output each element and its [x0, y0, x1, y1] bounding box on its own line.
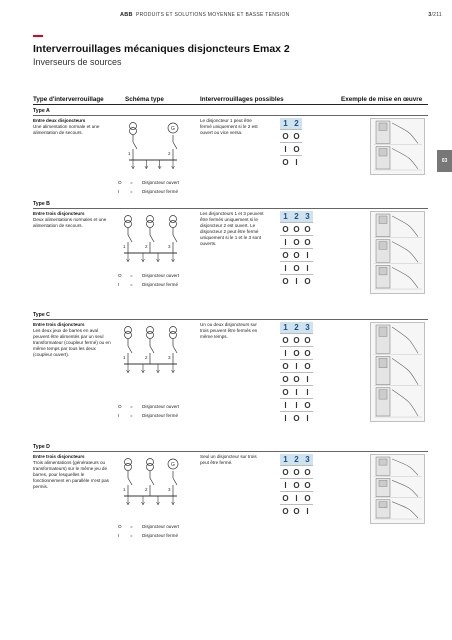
legend-text: Disjoncteur fermé: [142, 533, 178, 538]
section-description: [33, 454, 111, 490]
matrix-cell: O: [282, 374, 289, 384]
legend: [118, 178, 179, 196]
interlock-matrix: [280, 118, 302, 168]
breaker-panel: [379, 327, 387, 336]
generator-label: G: [171, 462, 175, 468]
breaker-number: 2: [145, 355, 148, 360]
breaker-number: 1: [128, 151, 131, 156]
matrix-row: [280, 235, 313, 248]
legend-open: [118, 178, 179, 187]
matrix-cell: I: [284, 237, 287, 247]
legend-text: Disjoncteur ouvert: [142, 273, 180, 278]
matrix-cell: O: [282, 335, 289, 345]
page-header: [0, 10, 452, 24]
matrix-row: [280, 142, 302, 155]
matrix-cell: O: [293, 413, 300, 423]
transformer-symbol: [147, 332, 154, 339]
legend-key: I: [118, 413, 120, 418]
breaker-panel: [379, 216, 387, 224]
legend: [118, 402, 179, 420]
example-illustration: [370, 211, 425, 294]
matrix-cell: O: [304, 467, 311, 477]
matrix-cell: O: [293, 237, 300, 247]
interlock-note: Le disjoncteur 1 peut être fermé uniquement si le 2 est ouvert ou vice versa.: [200, 118, 258, 135]
example-illustration: [370, 322, 425, 422]
matrix-row: [280, 398, 313, 411]
single-line-schema: [118, 118, 198, 173]
matrix-row: [280, 465, 313, 478]
matrix-row: [280, 261, 313, 274]
matrix-header-cell: 2: [294, 119, 299, 128]
matrix-cell: O: [293, 335, 300, 345]
matrix-header-row: [280, 454, 313, 465]
section-type-label: Type B: [33, 201, 50, 207]
matrix-header-cell: 2: [294, 212, 299, 221]
matrix-cell: I: [306, 374, 309, 384]
matrix-cell: O: [304, 400, 311, 410]
matrix-cell: O: [304, 493, 311, 503]
matrix-row: [280, 478, 313, 491]
breaker-switch: [173, 142, 177, 149]
matrix-cell: I: [306, 263, 309, 273]
section-rule: [33, 319, 428, 320]
breaker-switch: [133, 142, 137, 149]
breaker-panel: [379, 358, 387, 367]
legend-eq: =: [130, 282, 133, 287]
breaker-number: 1: [123, 487, 126, 492]
legend-eq: =: [130, 273, 133, 278]
legend-open: [118, 271, 179, 280]
matrix-cell: O: [293, 506, 300, 516]
example-illustration: [370, 118, 425, 175]
section-type-c: [0, 310, 452, 440]
matrix-header-row: [280, 322, 313, 333]
transformer-symbol: [147, 221, 154, 228]
transformer-symbol: [125, 464, 132, 471]
matrix-header-cell: 1: [283, 212, 288, 221]
breaker-panel: [379, 149, 387, 157]
column-header-example: Exemple de mise en œuvre: [341, 96, 423, 103]
matrix-cell: I: [284, 480, 287, 490]
matrix-header-cell: 3: [305, 455, 310, 464]
section-type-label: Type A: [33, 108, 50, 114]
breaker-switch: [128, 478, 132, 485]
description-text: Trois alimentations (générateurs ou transformateurs) sur le même jeu de barres, pour lesquelles le fonctionnement en parallèle n'est pas permis.: [33, 460, 109, 489]
matrix-cell: I: [306, 506, 309, 516]
matrix-cell: O: [293, 480, 300, 490]
section-type-b: [0, 199, 452, 309]
matrix-cell: I: [295, 361, 298, 371]
breaker-panel: [379, 267, 387, 275]
legend-closed: [118, 187, 179, 196]
matrix-header-cell: 2: [294, 323, 299, 332]
matrix-row: [280, 274, 313, 287]
legend-eq: =: [130, 413, 133, 418]
matrix-row: [280, 129, 302, 142]
description-title: Entre trois disjoncteurs: [33, 211, 85, 216]
legend-eq: =: [130, 180, 133, 185]
matrix-cell: I: [306, 387, 309, 397]
legend-text: Disjoncteur fermé: [142, 413, 178, 418]
legend-open: [118, 402, 179, 411]
matrix-row: [280, 411, 313, 424]
page-subtitle: Inverseurs de sources: [33, 57, 122, 67]
legend: [118, 271, 179, 289]
transformer-symbol: [170, 221, 177, 228]
matrix-row: [280, 504, 313, 517]
breaker-panel: [379, 390, 387, 399]
column-header-schema: Schéma type: [125, 96, 164, 103]
matrix-header-cell: 2: [294, 455, 299, 464]
section-type-label: Type C: [33, 312, 50, 318]
breaker-switch: [173, 235, 177, 242]
matrix-cell: O: [282, 506, 289, 516]
breaker-switch: [173, 478, 177, 485]
matrix-cell: I: [284, 348, 287, 358]
matrix-cell: I: [295, 493, 298, 503]
legend-closed: [118, 411, 179, 420]
breaker-number: 2: [145, 487, 148, 492]
matrix-cell: O: [293, 263, 300, 273]
breaker-panel: [379, 502, 387, 508]
legend-eq: =: [130, 189, 133, 194]
legend-key: O: [118, 180, 122, 185]
description-text: Une alimentation normale et une alimentation de secours.: [33, 124, 100, 135]
matrix-cell: O: [282, 467, 289, 477]
legend-closed: [118, 280, 179, 289]
matrix-header-cell: 1: [283, 455, 288, 464]
breaker-number: 3: [168, 487, 171, 492]
breaker-switch: [150, 346, 154, 353]
legend-key: I: [118, 533, 120, 538]
legend-eq: =: [130, 524, 133, 529]
single-line-schema: [118, 211, 198, 266]
section-description: [33, 322, 111, 358]
matrix-cell: O: [282, 131, 289, 141]
matrix-header-row: [280, 118, 302, 129]
column-header-interlocks: Interverrouillages possibles: [200, 96, 284, 103]
description-text: Les deux jeux de barres en aval peuvent être alimentés par un seul transformateur (coupleur fermé) ou en même temps par tous les deux (coupleur ouvert).: [33, 328, 111, 357]
legend: [118, 522, 179, 540]
page-title: Interverrouillages mécaniques disjoncteurs Emax 2: [33, 43, 290, 55]
matrix-cell: I: [295, 157, 298, 167]
matrix-cell: I: [295, 400, 298, 410]
matrix-row: [280, 385, 313, 398]
page-number: 3/211: [428, 12, 442, 18]
matrix-cell: O: [293, 131, 300, 141]
description-title: Entre trois disjoncteurs: [33, 454, 85, 459]
breaker-number: 3: [168, 355, 171, 360]
legend-closed: [118, 531, 179, 540]
section-description: [33, 211, 111, 229]
generator-label: G: [171, 126, 175, 132]
section-type-a: [0, 106, 452, 196]
interlock-matrix: [280, 322, 313, 424]
matrix-cell: I: [306, 413, 309, 423]
matrix-cell: I: [295, 276, 298, 286]
section-rule: [33, 451, 428, 452]
matrix-row: [280, 359, 313, 372]
header-rule: [33, 104, 428, 105]
matrix-cell: O: [304, 335, 311, 345]
matrix-cell: I: [284, 144, 287, 154]
matrix-cell: O: [304, 348, 311, 358]
section-rule: [33, 115, 428, 116]
matrix-cell: O: [293, 224, 300, 234]
breaker-switch: [128, 346, 132, 353]
matrix-row: [280, 346, 313, 359]
matrix-cell: O: [304, 224, 311, 234]
brand-logo: ABB: [120, 12, 133, 18]
interlock-note: Un ou deux disjoncteurs sur trois peuvent être fermés en même temps.: [200, 322, 258, 339]
legend-eq: =: [130, 404, 133, 409]
breaker-number: 2: [145, 244, 148, 249]
accent-bar: [33, 35, 43, 37]
matrix-header-cell: 3: [305, 323, 310, 332]
breaker-switch: [173, 346, 177, 353]
description-text: Deux alimentations normales et une alimentation de secours.: [33, 217, 107, 228]
matrix-cell: O: [304, 480, 311, 490]
description-title: Entre trois disjoncteurs: [33, 322, 85, 327]
legend-text: Disjoncteur fermé: [142, 189, 178, 194]
transformer-symbol: [125, 332, 132, 339]
matrix-cell: O: [304, 237, 311, 247]
matrix-cell: O: [293, 348, 300, 358]
example-illustration: [370, 454, 425, 524]
legend-text: Disjoncteur ouvert: [142, 404, 180, 409]
breaker-number: 1: [123, 355, 126, 360]
breaker-panel: [379, 480, 387, 486]
transformer-symbol: [147, 464, 154, 471]
matrix-cell: I: [295, 387, 298, 397]
interlock-note: Seul un disjoncteur sur trois peut être fermé.: [200, 454, 257, 465]
matrix-cell: O: [293, 250, 300, 260]
legend-key: O: [118, 404, 122, 409]
breaker-panel: [379, 459, 387, 465]
matrix-cell: O: [282, 361, 289, 371]
section-type-d: [0, 442, 452, 557]
breaker-number: 3: [168, 244, 171, 249]
section-title: PRODUITS ET SOLUTIONS MOYENNE ET BASSE TENSION: [136, 12, 290, 18]
matrix-cell: O: [293, 467, 300, 477]
matrix-cell: O: [293, 144, 300, 154]
legend-text: Disjoncteur fermé: [142, 282, 178, 287]
matrix-cell: O: [304, 276, 311, 286]
transformer-symbol: [130, 128, 137, 135]
interlock-matrix: [280, 211, 313, 287]
legend-key: I: [118, 189, 120, 194]
legend-key: I: [118, 282, 120, 287]
breaker-switch: [150, 478, 154, 485]
matrix-cell: O: [282, 387, 289, 397]
matrix-row: [280, 155, 302, 168]
matrix-cell: O: [282, 493, 289, 503]
legend-eq: =: [130, 533, 133, 538]
breaker-number: 2: [168, 151, 171, 156]
legend-text: Disjoncteur ouvert: [142, 180, 180, 185]
description-title: Entre deux disjoncteurs: [33, 118, 86, 123]
breaker-panel: [379, 242, 387, 250]
section-type-label: Type D: [33, 444, 50, 450]
matrix-row: [280, 333, 313, 346]
matrix-cell: O: [282, 276, 289, 286]
legend-text: Disjoncteur ouvert: [142, 524, 180, 529]
chapter-tab: 03: [437, 150, 452, 172]
matrix-cell: I: [284, 263, 287, 273]
breaker-switch: [128, 235, 132, 242]
single-line-schema: [118, 454, 198, 509]
matrix-header-cell: 1: [283, 323, 288, 332]
breaker-number: 1: [123, 244, 126, 249]
matrix-header-cell: 3: [305, 212, 310, 221]
single-line-schema: [118, 322, 198, 377]
legend-open: [118, 522, 179, 531]
matrix-cell: O: [282, 250, 289, 260]
matrix-cell: I: [284, 400, 287, 410]
legend-key: O: [118, 273, 122, 278]
matrix-cell: I: [306, 250, 309, 260]
matrix-cell: O: [293, 374, 300, 384]
matrix-cell: O: [282, 157, 289, 167]
matrix-row: [280, 491, 313, 504]
matrix-header-row: [280, 211, 313, 222]
matrix-header-cell: 1: [283, 119, 288, 128]
matrix-cell: O: [282, 224, 289, 234]
matrix-row: [280, 372, 313, 385]
matrix-cell: O: [304, 361, 311, 371]
matrix-row: [280, 222, 313, 235]
matrix-cell: I: [284, 413, 287, 423]
transformer-symbol: [170, 332, 177, 339]
interlock-matrix: [280, 454, 313, 517]
section-rule: [33, 208, 428, 209]
column-header-type: Type d'interverrouillage: [33, 96, 104, 103]
interlock-note: Les disjoncteurs 1 et 3 peuvent être fermés uniquement si le disjoncteur 2 est ouvert. Le disjoncteur 2 peut être fermé uniquement si le 1 et le 3 sont ouverts.: [200, 211, 264, 246]
breaker-switch: [150, 235, 154, 242]
matrix-row: [280, 248, 313, 261]
breaker-panel: [379, 123, 387, 131]
legend-key: O: [118, 524, 122, 529]
section-description: [33, 118, 111, 136]
transformer-symbol: [125, 221, 132, 228]
